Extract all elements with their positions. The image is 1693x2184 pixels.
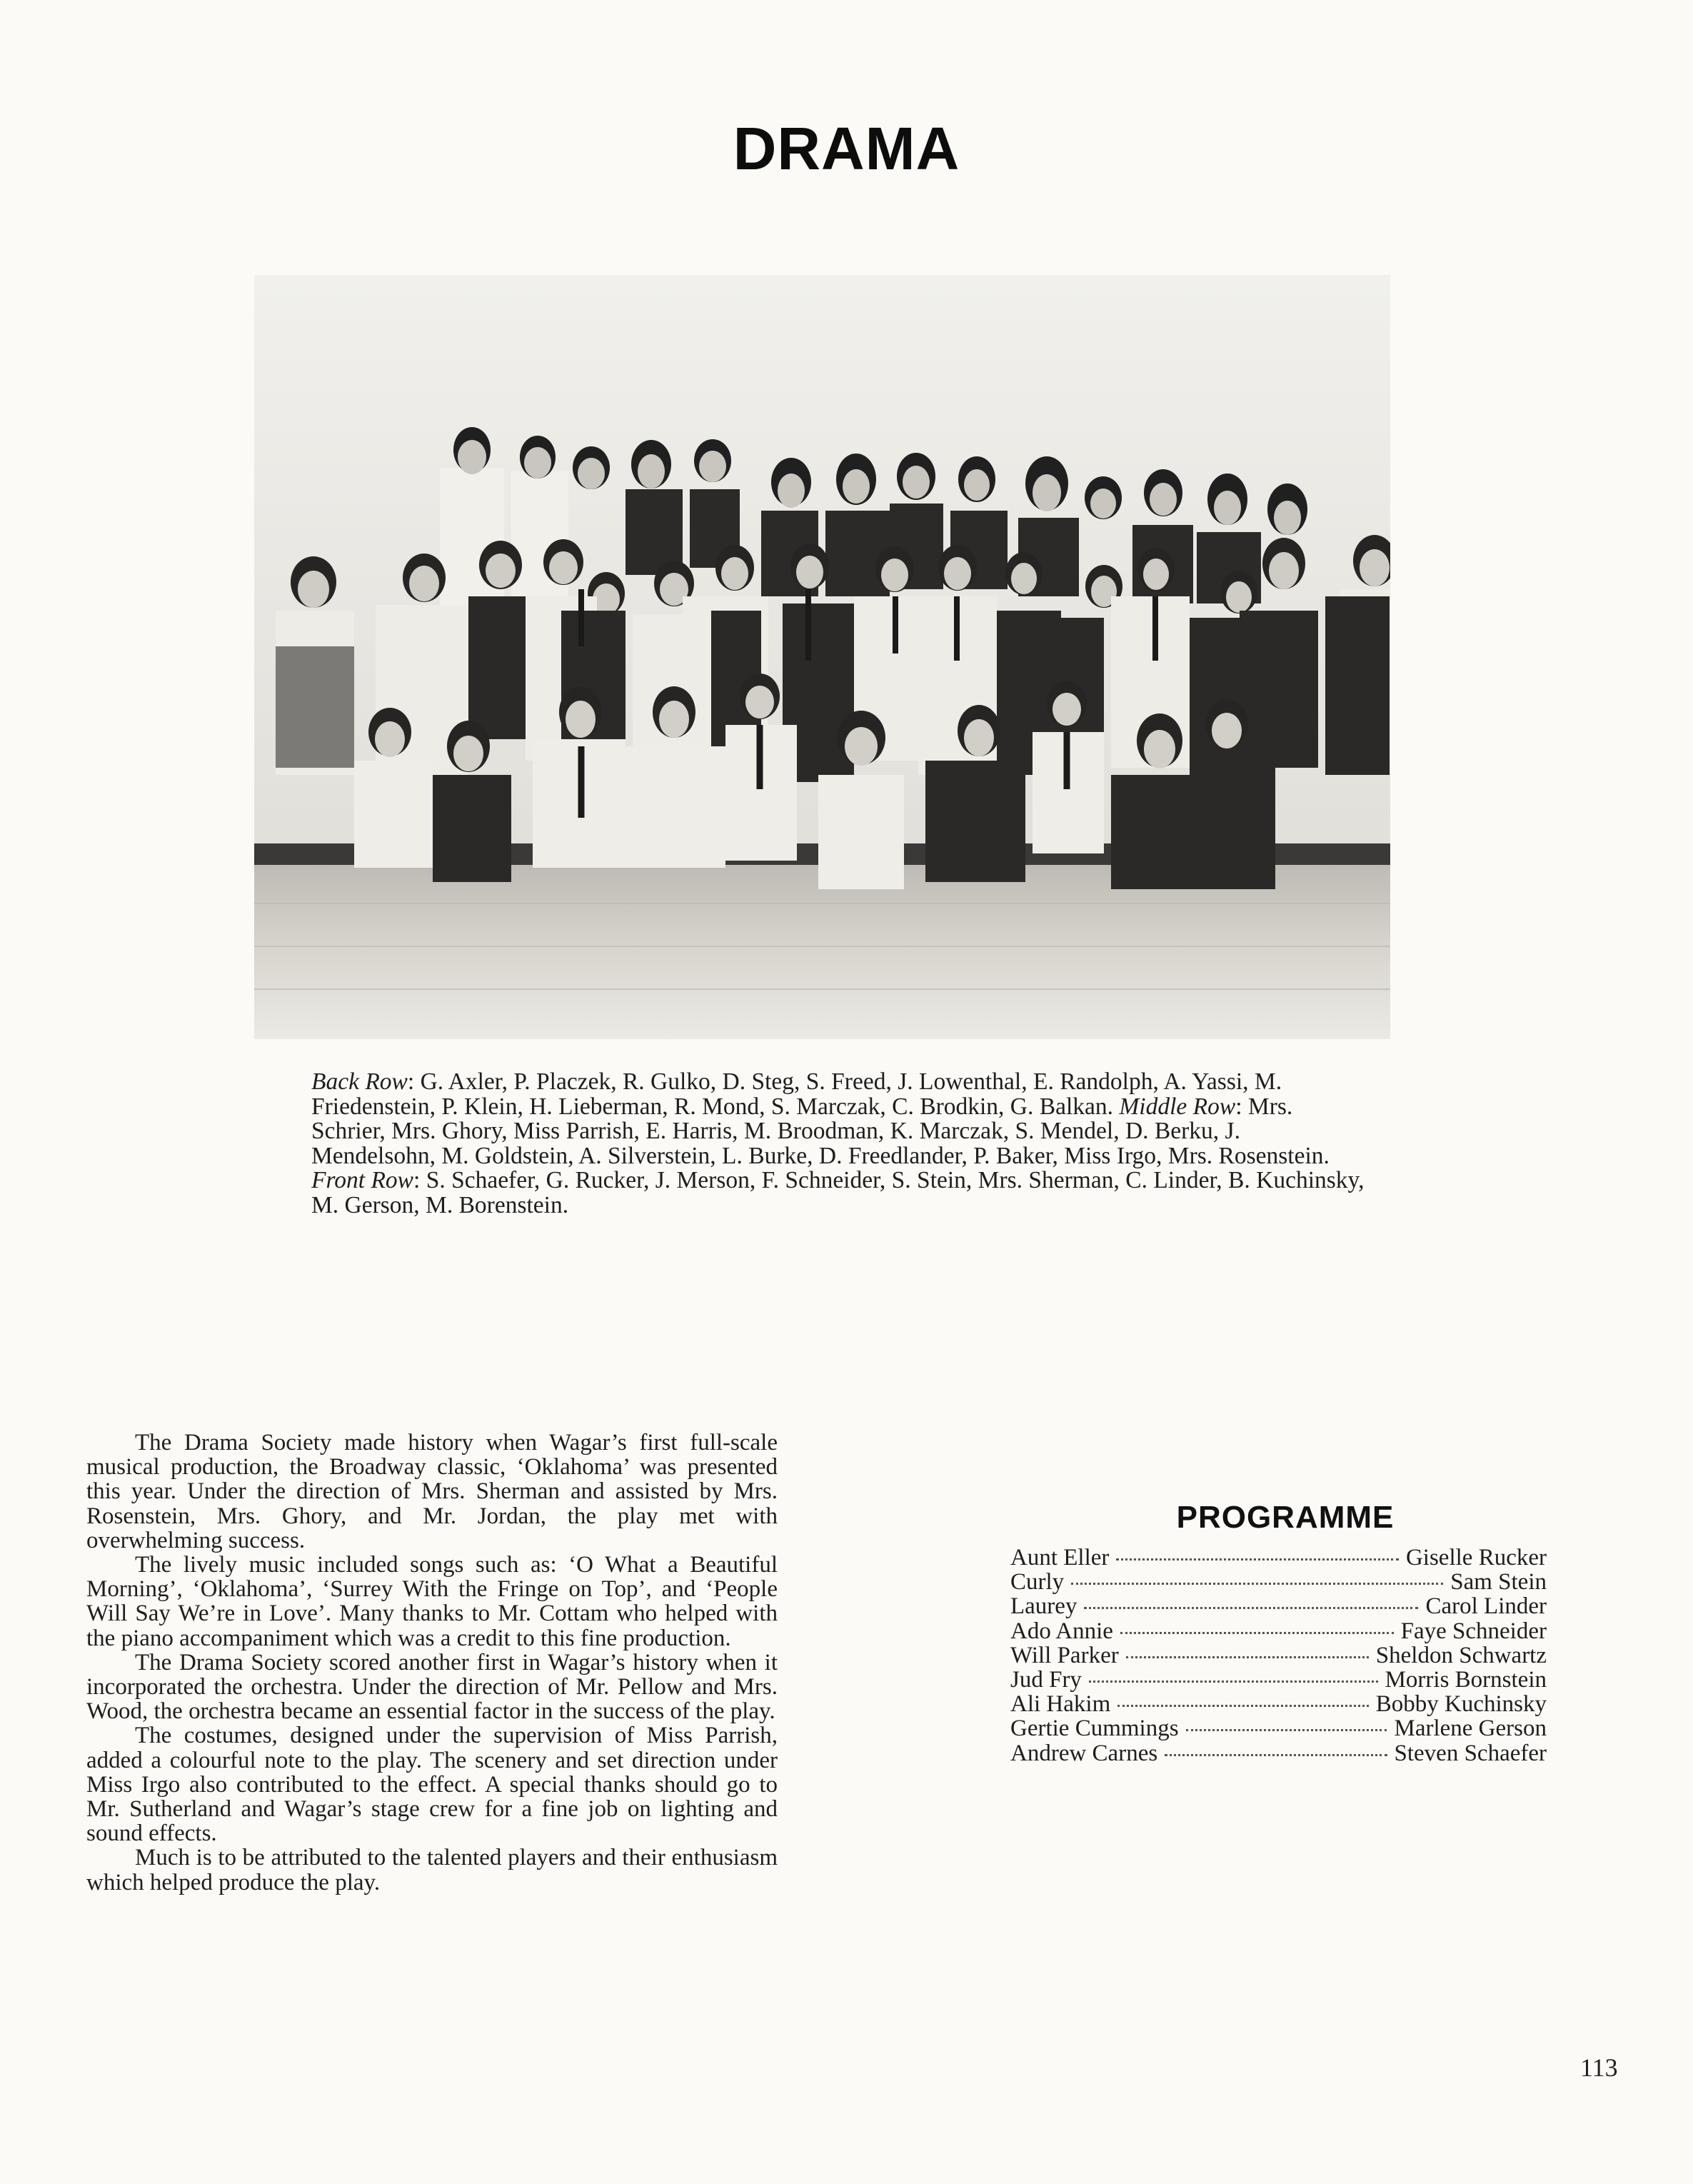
- article-paragraph: The lively music included songs such as: ‘O What a Beautiful Morning’, ‘Oklahoma’, ‘Surrey With the Fringe on Top’, and ‘People Will Say We’re in Love’. Many thanks to Mr. Cottam who helped with the piano accompaniment which was a credit to this fine production.: [86, 1552, 778, 1651]
- leader-dots: [1186, 1729, 1387, 1731]
- front-row-names: S. Schaefer, G. Rucker, J. Merson, F. Schneider, S. Stein, Mrs. Sherman, C. Linder, B. Kuchinsky, M. Gerson, M. Borenstein.: [311, 1167, 1365, 1218]
- cast-role: Curly: [1010, 1569, 1065, 1596]
- cast-row: [1010, 1546, 1547, 1570]
- article-paragraph: The Drama Society scored another first in Wagar’s history when it incorporated the orchestra. Under the direction of Mr. Pellow and Mrs. Wood, the orchestra became an essential factor in the success of the play.: [86, 1649, 778, 1725]
- page-title: DRAMA: [733, 115, 960, 182]
- cast-role: Will Parker: [1010, 1642, 1119, 1668]
- leader-dots: [1117, 1705, 1369, 1707]
- cast-row: [1010, 1668, 1547, 1692]
- cast-actor: Giselle Rucker: [1405, 1545, 1547, 1571]
- leader-dots: [1165, 1754, 1387, 1756]
- cast-row: [1010, 1741, 1547, 1765]
- programme-title: PROGRAMME: [1176, 1500, 1395, 1535]
- photo-caption: Back Row: G. Axler, P. Placzek, R. Gulko, D. Steg, S. Freed, J. Lowenthal, E. Randolph, A. Yassi, M. Friedenstein, P. Klein, H. Lieberman, R. Mond, S. Marczak, C. Brodkin, G. Balkan. Middle Row: Mrs. Schrier, Mrs. Ghory, Miss Parrish, E. Harris, M. Broodman, K. Marczak, S. Mendel, D. Berku, J. Mendelsohn, M. Goldstein, A. Silverstein, L. Burke, D. Freedlander, P. Baker, Miss Irgo, Mrs. Rosenstein. Front Row: S. Schaefer, G. Rucker, J. Merson, F. Schneider, S. Stein, Mrs. Sherman, C. Linder, B. Kuchinsky, M. Gerson, M. Borenstein.: [311, 1068, 1365, 1218]
- cast-actor: Steven Schaefer: [1394, 1740, 1547, 1766]
- leader-dots: [1084, 1607, 1418, 1609]
- cast-row: [1010, 1594, 1547, 1618]
- article-paragraph: The Drama Society made history when Wagar’s first full-scale musical production, the Broadway classic, ‘Oklahoma’ was presented this year. Under the direction of Mrs. Sherman and assisted by Mrs. Rosenstein, Mrs. Ghory, and Mr. Jordan, the play met with overwhelming success.: [86, 1430, 778, 1553]
- cast-actor: Marlene Gerson: [1394, 1715, 1547, 1742]
- cast-role: Aunt Eller: [1010, 1545, 1110, 1571]
- leader-dots: [1089, 1680, 1378, 1683]
- leader-dots: [1116, 1558, 1399, 1561]
- cast-actor: Faye Schneider: [1400, 1618, 1547, 1644]
- cast-row: [1010, 1619, 1547, 1643]
- cast-role: Jud Fry: [1010, 1666, 1082, 1693]
- leader-dots: [1120, 1632, 1394, 1634]
- cast-row: [1010, 1692, 1547, 1716]
- leader-dots: [1071, 1583, 1443, 1585]
- group-photo-illustration: [254, 275, 1390, 1039]
- cast-actor: Bobby Kuchinsky: [1375, 1691, 1547, 1718]
- article-body: [86, 1431, 778, 1895]
- cast-row: [1010, 1716, 1547, 1740]
- article-paragraph: Much is to be attributed to the talented players and their enthusiasm which helped produce the play.: [86, 1845, 778, 1895]
- programme-cast-list: [1010, 1546, 1547, 1765]
- cast-row: [1010, 1570, 1547, 1594]
- cast-role: Ado Annie: [1010, 1618, 1113, 1644]
- back-row-label: Back Row: [311, 1068, 408, 1095]
- front-row-label: Front Row: [311, 1167, 413, 1193]
- cast-row: [1010, 1643, 1547, 1668]
- cast-role: Gertie Cummings: [1010, 1715, 1179, 1742]
- cast-actor: Morris Bornstein: [1385, 1666, 1547, 1693]
- cast-role: Ali Hakim: [1010, 1691, 1111, 1718]
- cast-actor: Carol Linder: [1425, 1593, 1547, 1620]
- page-number: 113: [1580, 2053, 1618, 2082]
- cast-actor: Sheldon Schwartz: [1375, 1642, 1547, 1668]
- article-paragraph: The costumes, designed under the supervision of Miss Parrish, added a colourful note to the play. The scenery and set direction under Miss Irgo also contributed to the effect. A special thanks should go to Mr. Sutherland and Wagar’s stage crew for a fine job on lighting and sound effects.: [86, 1723, 778, 1847]
- middle-row-label: Middle Row: [1119, 1093, 1236, 1120]
- cast-actor: Sam Stein: [1450, 1569, 1547, 1596]
- cast-role: Andrew Carnes: [1010, 1740, 1158, 1766]
- back-row-names: G. Axler, P. Placzek, R. Gulko, D. Steg, S. Freed, J. Lowenthal, E. Randolph, A. Yassi, M. Friedenstein, P. Klein, H. Lieberman, R. Mond, S. Marczak, C. Brodkin, G. Balkan.: [311, 1068, 1282, 1120]
- cast-role: Laurey: [1010, 1593, 1077, 1620]
- leader-dots: [1126, 1656, 1369, 1658]
- group-photo: [254, 275, 1390, 1039]
- middle-row-names: Mrs. Schrier, Mrs. Ghory, Miss Parrish, E. Harris, M. Broodman, K. Marczak, S. Mendel, D. Berku, J. Mendelsohn, M. Goldstein, A. Silverstein, L. Burke, D. Freedlander, P. Baker, Miss Irgo, Mrs. Rosenstein.: [311, 1093, 1330, 1169]
